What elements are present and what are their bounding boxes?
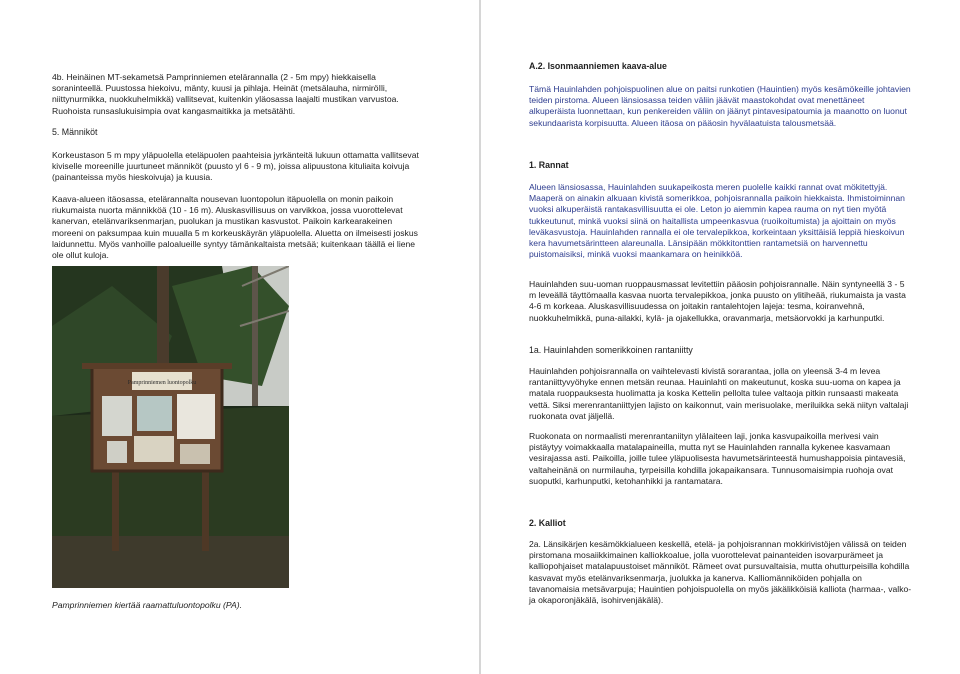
sign-title: Pamprinniemen luontopolku	[127, 380, 197, 386]
paragraph-rantaniitty: Hauinlahden pohjoisrannalla on vaihtelevasti kivistä sorarantaa, jolla on yleensä 3-4 m levea rantaniittyvyöhyke ennen metsän reunaa. Hauinlahti on makeutunut, koska suu-uoma on kapea ja matala ruoppauksesta huolimatta ja koska Kettelin pellolta tulee valtaoja pitkin runsaasti makeata vettä. Siksi merenrantaniittyjen lajisto on kaikonnut, vain merisuolake, meriluikka sekä niityn valtalaji ruokonata ovat jäljellä.	[529, 366, 909, 421]
left-page	[0, 0, 479, 674]
paragraph-ruokonata: Ruokonata on normaalisti merenrantaniityn yläIaiteen laji, jonka kasvupaikoilla merivesi vain pistäytyy voimakkaalla matalapaineilla, mutta nyt se Hauinlahden rannalla kykenee kasvamaan vesirajassa asti. Paikoilla, joille tulee yläpuolisesta havumetsärinteestä humushappoisia pintavesiä, valtaheinänä on nurmilauha, tyrpeisilla kohdilla jokapaikansara. Tunnusomaisimpia ruohoja ovat suoputki, karhunputki, ketohanhikki ja rantamatara.	[529, 431, 906, 486]
paragraph-kalliot: 2a. Länsikärjen kesämökkialueen keskellä, etelä- ja pohjoisrannan mokkirivistöjen välissä on teiden pirstomana mosaiikkimainen kalliokkoalue, jolla vuorottelevat painanteiden isovarpurämeet ja kalliopohjaiset matalapuustoiset männiköt. Rämeet ovat pursuvaltaisia, mutta ohutturpeisilla kohdilla kasvavat myös etelänvariksenmarja, juolukka ja kanerva. Kalliomänniköiden pohjalla on tavanomaisia metsävarpuja; Hauintien pohjoispuolella on myös jäkälikköisiä kalliota (harmaa-, valko- ja okaporonjäkälä, isohirvenjäkälä).	[529, 539, 912, 606]
intro-paragraph: 4b. Heinäinen MT-sekametsä Pamprinniemen etelärannalla (2 - 5m mpy) hiekkaisella soraninteellä. Puustossa hiekoivu, mänty, kuusi ja pihlaja. Heinät (metsälauha, nirmiröIli, niittynurmikka, nuokkuhelmikkä) vallitsevat, kuitenkin yläosassa laajalti mustikan varvustoa. Ruohoista runsaslukuisimpia ovat kangasmaitikka ja metsätähti.	[52, 72, 399, 116]
section-title-kalliot: 2. Kalliot	[529, 518, 566, 528]
photo-caption: Pamprinniemen kiertää raamattuluontopolku (PA).	[52, 600, 242, 610]
paragraph-korkeustaso: Korkeustason 5 m mpy yläpuolella eteläpuolen paahteisia jyrkänteitä lukuun ottamatta vallitsevat kiviselle moreenille juurtuneet männiköt (puusto yl 6 - 9 m), joissa alipuustona kituliaita koivuja (painanteissa myös hieskoivuja) ja kuusia.	[52, 150, 419, 183]
section-title-rantaniitty: 1a. Hauinlahden somerikkoinen rantaniitty	[529, 345, 693, 355]
section-title-rannat: 1. Rannat	[529, 160, 569, 170]
photo-image	[52, 266, 289, 588]
forest-sign-photo	[52, 266, 289, 588]
section-title-a2: A.2. Isonmaanniemen kaava-alue	[529, 61, 667, 71]
paragraph-ruoppausmassat: Hauinlahden suu-uoman ruoppausmassat levitettiin pääosin pohjoisrannalle. Näin syntyneellä 3 - 5 m leveällä täyttömaalla kasvaa nuorta tervalepikkoa, jonka puusto on ylitiheää, riukumaista ja vasta 4-6 m korkeaa. Aluskasvillisuudessa on joitakin rantalehtojen lajeja: tesma, koiranvehnä, nuokkuhelmikkä, puna-ailakki, kylä- ja ojakellukka, oravanmarja, metsäorvokki ja karhunputki.	[529, 279, 906, 323]
right-page	[481, 0, 960, 674]
paragraph-rannat: Alueen länsiosassa, Hauinlahden suukapeikosta meren puolelle kaikki rannat ovat mökitettyjä. Maaperä on ainakin alkuaan kivistä somerikkoa, pohjoisrannalla paikoin hiekkaista. Ihmistoiminnan vuoksi alkuperäistä rantakasvillisuutta ei ole. Leton jo aiemmin kapea rauma on nyt tien myötä tukkeutunut, minkä vuoksi siinä on haitallista umpeenkasvua (ruoikoitumista) ja ajoittain on myös leväkasvustoja. Hauinlahden rannalla ei ole tervalepikkoa, korkeintaan yksittäisiä leppiä hieskoivun kera havumetsärintteen alareunalla. Länsipään mökkitonttien rantametsiä on harvennettu puistomaisiksi, minkä vuoksi maankamara on heinikköä.	[529, 182, 905, 260]
section-title-manniko: 5. Männiköt	[52, 127, 98, 137]
paragraph-kaava-alue: Kaava-alueen itäosassa, etelärannalta nousevan luontopolun itäpuolella on monin paikoin riukumaista nuorta männikköä (10 - 16 m). Aluskasvillisuus on varvikkoa, jossa vuorottelevat kanervan, etelänvariksenmarjan, puolukan ja mustikan kasvustot. Paikoin karkearakeinen moreeni on paksumpaa kuin muualla 5 m korkeuskäyrän yläpuolella. Aluetta on ilmeisesti joskus laidunnettu. Myös vanhoille paloalueille syntyy tämänkaltaista metsää; kuitenkaan täällä ei liene ole ollut kuloja.	[52, 194, 418, 261]
intro-paragraph-right: Tämä Hauinlahden pohjoispuolinen alue on paitsi runkotien (Hauintien) myös kesämökeille johtavien teiden pirstoma. Alueen länsiosassa teiden väliin jäävät maastokohdat ovat menettäneet alkuperäista luonnettaan, kun penkereiden väliin on jäänyt pintavesipatoumia ja maanotto on luonut sekundaarista korpisuutta. Alueen itäosa on pääosin hyvälaatuista talousmetsää.	[529, 84, 911, 128]
